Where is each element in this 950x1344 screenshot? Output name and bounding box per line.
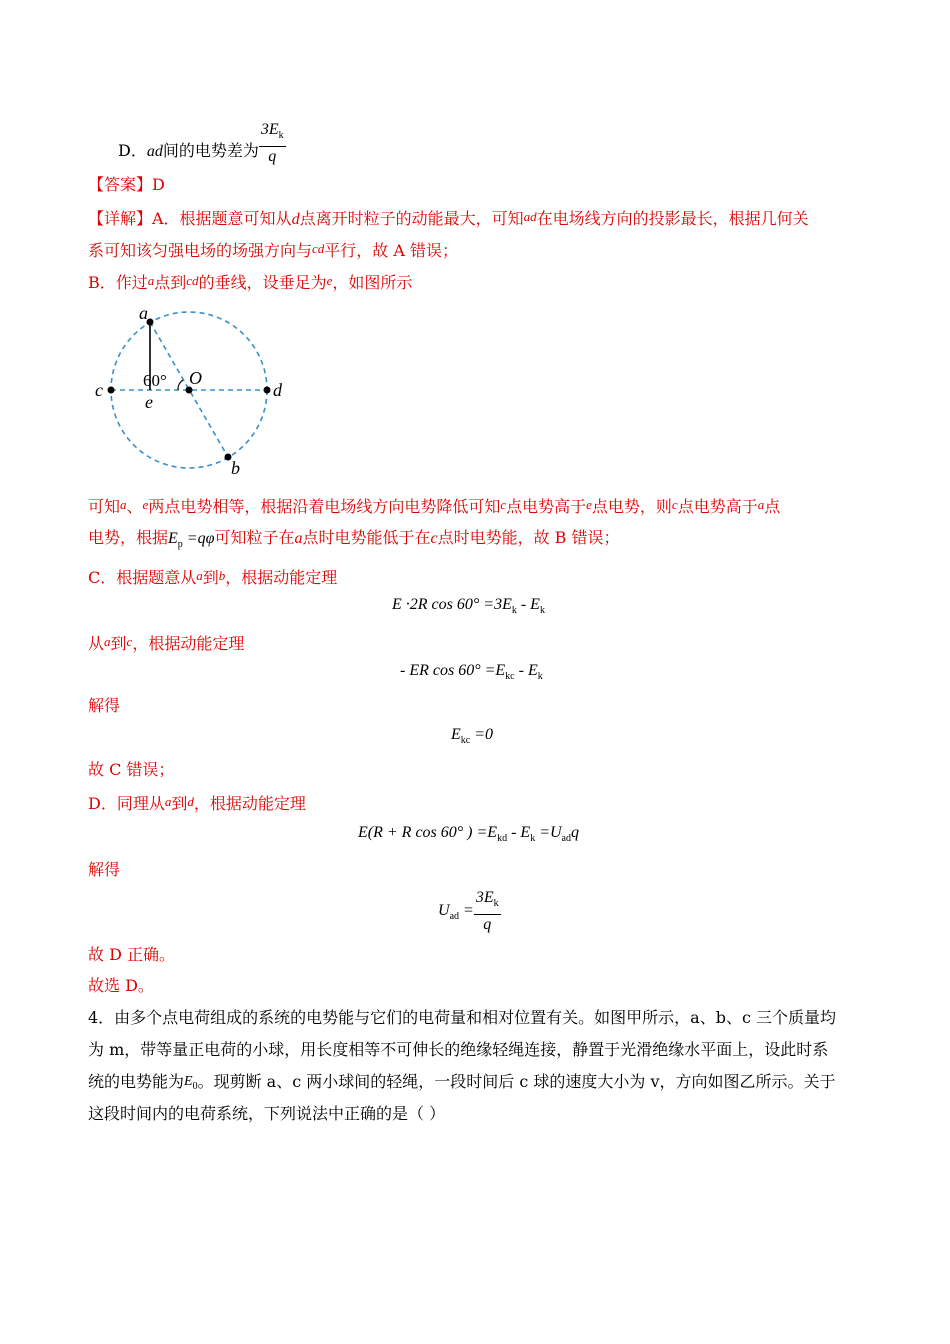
var: a <box>164 794 172 809</box>
eq-frac-den: q <box>483 916 492 933</box>
text: 点电势，则 <box>591 497 672 516</box>
eq-text: - E <box>516 596 540 613</box>
var: =qφ <box>182 530 215 547</box>
detail-text: 平行，故 A 错误； <box>324 241 459 260</box>
text: 到 <box>171 794 188 813</box>
detail-text: 【详解】A．根据题意可知从 <box>88 209 292 228</box>
question4-line3 <box>88 1070 836 1099</box>
para-b-line2 <box>88 526 620 557</box>
para-b-line1 <box>88 493 780 519</box>
text: 点时电势能，故 B 错误； <box>437 528 620 547</box>
text: 从 <box>88 634 105 653</box>
eq-sub: ad <box>449 910 460 922</box>
detail-text: 在电场线方向的投影最长，根据几何关 <box>536 209 809 228</box>
text: 统的电势能为 <box>88 1072 185 1091</box>
eq-text: =0 <box>470 726 494 743</box>
eq-sub: k <box>539 605 545 616</box>
var: e <box>142 497 149 512</box>
eq-text: - ER cos 60° =E <box>400 662 506 679</box>
detail-a-line1 <box>88 205 809 232</box>
text: ，根据动能定理 <box>225 568 338 587</box>
var: b <box>218 568 226 583</box>
var: E <box>184 1074 193 1089</box>
detail-text: 系可知该匀强电场的场强方向与 <box>88 241 313 260</box>
detail-text: ，如图所示 <box>332 273 413 292</box>
var: c <box>671 497 678 512</box>
eq-sub: kc <box>460 735 471 746</box>
question4-line4: 这段时间内的电荷系统，下列说法中正确的是（ ） <box>88 1104 446 1123</box>
equation-c2 <box>400 662 543 682</box>
eq-fraction <box>474 888 501 935</box>
eq-text: q <box>571 824 579 841</box>
var: E <box>168 530 178 547</box>
para-d-solve: 解得 <box>88 860 121 879</box>
var: a <box>196 568 203 583</box>
eq-text: E <box>451 726 461 743</box>
text: 电势，根据 <box>88 528 169 547</box>
eq-text: U <box>438 901 450 919</box>
text: ，根据动能定理 <box>132 634 245 653</box>
var: c <box>126 634 133 649</box>
sub: p <box>177 539 183 550</box>
eq-text: =U <box>535 824 562 841</box>
text: 点电势高于 <box>506 497 587 516</box>
text: D．同理从 <box>88 794 165 813</box>
answer-line: 【答案】D <box>88 175 165 194</box>
circle-diagram <box>88 300 298 480</box>
point-d <box>264 387 271 394</box>
eq-text: - E <box>507 824 531 841</box>
var: c <box>500 497 507 512</box>
option-d-var: ad <box>146 143 163 160</box>
detail-var: d <box>291 211 300 228</box>
para-c-solve: 解得 <box>88 696 121 715</box>
label-d: d <box>273 380 282 400</box>
eq-text: E ·2R cos 60° =3E <box>392 596 512 613</box>
var: a <box>104 634 111 649</box>
equation-d1 <box>358 824 579 844</box>
text: C．根据题意从 <box>88 568 197 587</box>
text: 可知粒子在 <box>214 528 295 547</box>
eq-sub: kd <box>497 833 508 844</box>
label-angle: 60° <box>143 371 167 390</box>
detail-a-line2 <box>88 237 458 263</box>
detail-b-line <box>88 269 412 295</box>
para-d-line1 <box>88 790 306 816</box>
label-a: a <box>139 303 148 323</box>
text: ，根据动能定理 <box>193 794 306 813</box>
var: a <box>757 497 765 512</box>
option-d-label: D． <box>118 141 147 160</box>
eq-text: = <box>459 901 474 919</box>
detail-text: B．作过 <box>88 273 148 292</box>
question4-line1: 4．由多个点电荷组成的系统的电势能与它们的电荷量和相对位置有关。如图甲所示，a、b、c 三个质量均 <box>88 1008 837 1027</box>
var: d <box>187 794 194 809</box>
eq-text: - E <box>514 662 538 679</box>
detail-var: ad <box>523 209 537 224</box>
detail-text: 的垂线，设垂足为 <box>198 273 327 292</box>
var: a <box>294 530 303 547</box>
text: 两点电势相等，根据沿着电场线方向电势降低可知 <box>148 497 501 516</box>
detail-text: 点离开时粒子的动能最大，可知 <box>299 209 524 228</box>
detail-var: cd <box>186 273 199 288</box>
eq-sub: k <box>511 605 517 616</box>
text: 可知 <box>88 497 121 516</box>
text: 到 <box>110 634 127 653</box>
detail-text: 点到 <box>154 273 187 292</box>
eq-sub: k <box>537 671 543 682</box>
detail-var: cd <box>312 241 325 256</box>
para-d-select: 故选 D。 <box>88 976 154 995</box>
option-d <box>118 121 286 175</box>
eq-sub: ad <box>561 833 571 844</box>
text: 到 <box>202 568 219 587</box>
option-d-fraction <box>259 121 286 175</box>
label-c: c <box>95 380 103 400</box>
option-d-text: 间的电势差为 <box>162 141 259 160</box>
option-d-frac-den: q <box>268 148 277 165</box>
para-c-line2 <box>88 630 244 656</box>
label-o: O <box>189 368 202 388</box>
para-c-conclude: 故 C 错误； <box>88 760 175 779</box>
text: 点时电势能低于在 <box>302 528 431 547</box>
var: c <box>430 530 438 547</box>
option-d-frac-sub: k <box>278 130 284 141</box>
equation-c1 <box>392 596 545 616</box>
para-d-conclude: 故 D 正确。 <box>88 945 176 964</box>
var: a <box>120 497 127 512</box>
text: 点 <box>764 497 781 516</box>
var: e <box>586 497 592 512</box>
equation-d2 <box>438 888 501 935</box>
option-d-frac-num: 3E <box>260 121 279 138</box>
eq-sub: k <box>493 898 499 909</box>
text: 。现剪断 a、c 两小球间的轻绳，一段时间后 c 球的速度大小为 v，方向如图乙所示。关于 <box>197 1072 836 1091</box>
para-c-line1 <box>88 564 337 590</box>
sub: 0 <box>192 1081 198 1092</box>
text: 点电势高于 <box>677 497 758 516</box>
detail-var: e <box>326 273 333 288</box>
label-e: e <box>145 392 153 412</box>
angle-arc <box>178 380 183 390</box>
question4-line2: 为 m，带等量正电荷的小球，用长度相等不可伸长的绝缘轻绳连接，静置于光滑绝缘水平面上，设此时系 <box>88 1040 829 1059</box>
detail-var: a <box>147 273 155 288</box>
eq-text: E(R + R cos 60° ) =E <box>358 824 498 841</box>
equation-c3 <box>451 726 493 746</box>
eq-sub: k <box>530 833 536 844</box>
label-b: b <box>231 458 240 478</box>
point-c <box>108 387 115 394</box>
eq-sub: kc <box>505 671 515 682</box>
text: 、 <box>126 497 143 516</box>
eq-frac-num: 3E <box>475 889 494 906</box>
